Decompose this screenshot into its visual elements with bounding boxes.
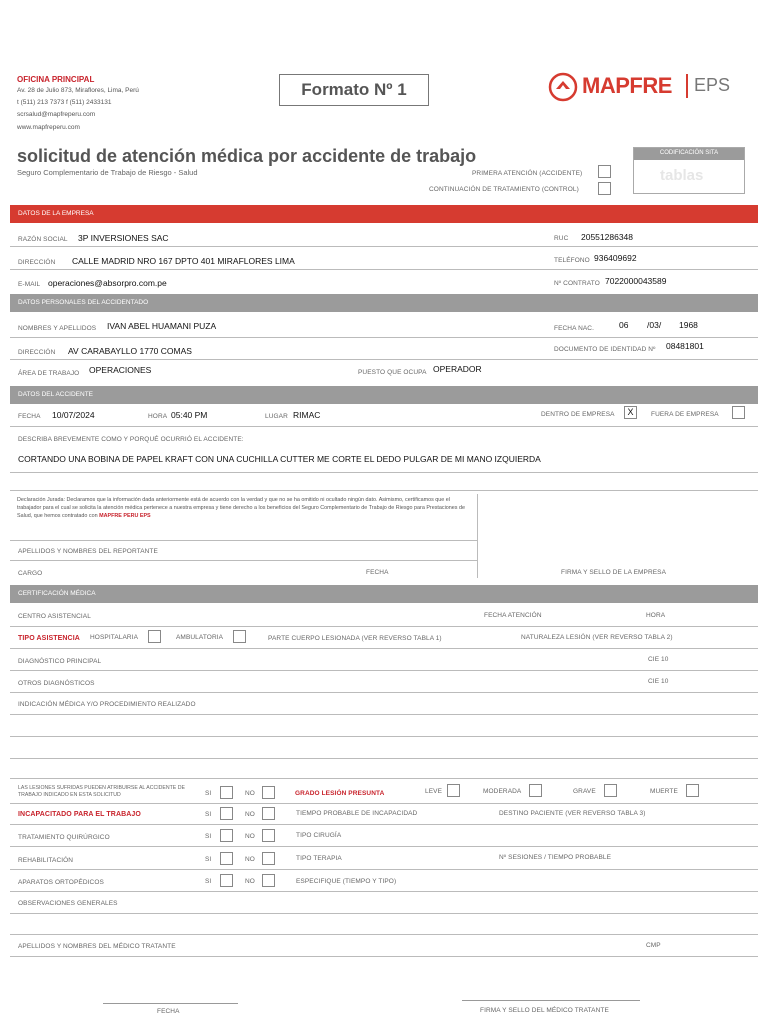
brand-suffix: EPS [694, 75, 731, 95]
attention-date-label: FECHA ATENCIÓN [484, 612, 542, 619]
incapacitado-si-checkbox[interactable] [220, 807, 233, 820]
divider [10, 472, 758, 473]
doctor-signature-label: FIRMA Y SELLO DEL MÉDICO TRATANTE [480, 1007, 609, 1014]
names-label: NOMBRES Y APELLIDOS [18, 325, 97, 332]
telefono-value: 936409692 [594, 253, 637, 263]
contrato-label: Nº CONTRATO [554, 280, 600, 287]
continuation-label: CONTINUACIÓN DE TRATAMIENTO (CONTROL) [429, 186, 579, 193]
divider [10, 490, 758, 491]
quirurgico-si-label: SI [205, 833, 212, 840]
diagnostico-label: DIAGNÓSTICO PRINCIPAL [18, 658, 102, 665]
destino-label: DESTINO PACIENTE (VER REVERSO TABLA 3) [499, 810, 646, 817]
muerte-label: MUERTE [650, 788, 678, 795]
medical-date-label: FECHA [157, 1008, 180, 1015]
code-box-label: CODIFICACIÓN SITA [634, 148, 744, 160]
inside-company-checkbox[interactable]: X [624, 406, 637, 419]
outside-company-checkbox[interactable] [732, 406, 745, 419]
quirurgico-no-label: NO [245, 833, 255, 840]
divider [10, 714, 758, 715]
office-phones: t (511) 213 7373 f (511) 2433131 [17, 99, 112, 106]
code-box-watermark: tablas [660, 167, 704, 184]
birth-label: FECHA NAC. [554, 325, 595, 332]
telefono-label: TELÉFONO [554, 257, 590, 264]
lesiones-si-checkbox[interactable] [220, 786, 233, 799]
cmp-label: CMP [646, 942, 661, 949]
birth-day: 06 [619, 320, 629, 330]
date-signature-line [103, 1003, 238, 1004]
divider [10, 246, 758, 247]
code-box [633, 147, 745, 194]
format-number-box: Formato Nº 1 [279, 74, 429, 106]
divider [10, 540, 477, 541]
moderada-label: MODERADA [483, 788, 522, 795]
cie-label-2: CIE 10 [648, 678, 669, 685]
outside-company-label: FUERA DE EMPRESA [651, 411, 719, 418]
otros-diagnosticos-label: OTROS DIAGNÓSTICOS [18, 680, 95, 687]
lesiones-label: LAS LESIONES SUFRIDAS PUEDEN ATRIBUIRSE AL ACCIDENTE DE TRABAJO INDICADO EN ESTA SOLICITUD [18, 785, 185, 798]
brand-divider [686, 74, 688, 98]
puesto-label: PUESTO QUE OCUPA [358, 369, 427, 376]
lesiones-si-label: SI [205, 790, 212, 797]
mapfre-logo [548, 70, 748, 102]
rehab-no-checkbox[interactable] [262, 852, 275, 865]
muerte-checkbox[interactable] [686, 784, 699, 797]
incapacitado-no-checkbox[interactable] [262, 807, 275, 820]
reporter-label: APELLIDOS Y NOMBRES DEL REPORTANTE [18, 548, 158, 555]
accident-place-value: RIMAC [293, 410, 321, 420]
rehab-si-label: SI [205, 856, 212, 863]
form-subtitle: Seguro Complementario de Trabajo de Riesgo - Salud [17, 168, 198, 177]
razon-label: RAZÓN SOCIAL [18, 236, 68, 243]
centro-label: CENTRO ASISTENCIAL [18, 613, 91, 620]
divider [10, 736, 758, 737]
divider [10, 560, 477, 561]
divider [10, 426, 758, 427]
aparatos-no-checkbox[interactable] [262, 874, 275, 887]
especifique-label: ESPECIFIQUE (TIEMPO Y TIPO) [296, 878, 397, 885]
ruc-label: RUC [554, 235, 569, 242]
declaration-brand: MAPFRE PERU EPS [99, 513, 151, 519]
tipo-asistencia-label: TIPO ASISTENCIA [18, 635, 80, 642]
divider [10, 359, 758, 360]
rehabilitacion-label: REHABILITACIÓN [18, 857, 74, 864]
office-email: scrsalud@mapfreperu.com [17, 111, 96, 118]
lesiones-no-checkbox[interactable] [262, 786, 275, 799]
inside-company-label: DENTRO DE EMPRESA [541, 411, 615, 418]
brand-name: MAPFRE [582, 73, 672, 98]
rehab-no-label: NO [245, 856, 255, 863]
sesiones-label: Nº SESIONES / TIEMPO PROBABLE [499, 854, 612, 861]
puesto-value: OPERADOR [433, 364, 482, 374]
moderada-checkbox[interactable] [529, 784, 542, 797]
lesiones-no-label: NO [245, 790, 255, 797]
divider [10, 846, 758, 847]
medico-label: APELLIDOS Y NOMBRES DEL MÉDICO TRATANTE [18, 943, 176, 950]
area-label: ÁREA DE TRABAJO [18, 370, 80, 377]
parte-cuerpo-label: PARTE CUERPO LESIONADA (VER REVERSO TABLA 1) [268, 635, 442, 642]
declaration-text: Declaración Jurada: Declaramos que la información dada anteriormente está de acuerdo con la verdad y que no se ha omitido ni ocultado ningún dato. Asimismo, certificamos que el trabajador para el cual se solicita la atención médica pertenece a nuestra empresa y tiene derecho a los beneficios del Seguro Complementario de Trabajo de Riesgo para Prestaciones de Salud, que hemos contratado con MAPFRE PERU EPS [17, 497, 465, 519]
tiempo-incapacidad-label: TIEMPO PROBABLE DE INCAPACIDAD [296, 810, 418, 817]
company-email-label: E-MAIL [18, 281, 41, 288]
continuation-checkbox[interactable] [598, 182, 611, 195]
ambulatoria-label: AMBULATORIA [176, 634, 224, 641]
divider [10, 934, 758, 935]
indicacion-label: INDICACIÓN MÉDICA Y/O PROCEDIMIENTO REALIZADO [18, 701, 196, 708]
incapacitado-si-label: SI [205, 811, 212, 818]
area-value: OPERACIONES [89, 365, 152, 375]
person-section-header: DATOS PERSONALES DEL ACCIDENTADO [10, 294, 758, 312]
aparatos-si-label: SI [205, 878, 212, 885]
incapacitado-label: INCAPACITADO PARA EL TRABAJO [18, 811, 141, 818]
doc-value: 08481801 [666, 341, 704, 351]
naturaleza-label: NATURALEZA LESIÓN (VER REVERSO TABLA 2) [521, 634, 673, 641]
attention-hour-label: HORA [646, 612, 666, 619]
quirurgico-no-checkbox[interactable] [262, 829, 275, 842]
doc-label: DOCUMENTO DE IDENTIDAD Nº [554, 346, 656, 353]
company-section-header: DATOS DE LA EMPRESA [10, 205, 758, 223]
accident-hour-label: HORA [148, 413, 168, 420]
divider [10, 269, 758, 270]
divider [10, 913, 758, 914]
accident-date-value: 10/07/2024 [52, 410, 95, 420]
birth-month: /03/ [647, 320, 662, 330]
medical-section-header: CERTIFICACIÓN MÉDICA [10, 585, 758, 603]
tipo-cirugia-label: TIPO CIRUGÍA [296, 832, 342, 839]
grado-label: GRADO LESIÓN PRESUNTA [295, 790, 385, 797]
person-dir-label: DIRECCIÓN [18, 349, 56, 356]
declaration-date-label: FECHA [366, 569, 389, 576]
aparatos-no-label: NO [245, 878, 255, 885]
contrato-value: 7022000043589 [605, 276, 667, 286]
divider [477, 494, 478, 578]
divider [10, 758, 758, 759]
grave-label: GRAVE [573, 788, 596, 795]
accident-place-label: LUGAR [265, 413, 288, 420]
aparatos-label: APARATOS ORTOPÉDICOS [18, 879, 104, 886]
grave-checkbox[interactable] [604, 784, 617, 797]
cargo-label: CARGO [18, 570, 43, 577]
divider [10, 626, 758, 627]
accident-hour-value: 05:40 PM [171, 410, 208, 420]
names-value: IVAN ABEL HUAMANI PUZA [107, 321, 217, 331]
divider [10, 778, 758, 779]
observaciones-label: OBSERVACIONES GENERALES [18, 900, 118, 907]
cie-label: CIE 10 [648, 656, 669, 663]
office-address: Av. 28 de Julio 873, Miraflores, Lima, Perú [17, 87, 139, 94]
divider [10, 803, 758, 804]
describe-label: DESCRIBA BREVEMENTE COMO Y PORQUÉ OCURRIÓ EL ACCIDENTE: [18, 436, 244, 443]
razon-value: 3P INVERSIONES SAC [78, 233, 169, 243]
company-dir-label: DIRECCIÓN [18, 259, 56, 266]
aparatos-si-checkbox[interactable] [220, 874, 233, 887]
divider [10, 956, 758, 957]
describe-value: CORTANDO UNA BOBINA DE PAPEL KRAFT CON UNA CUCHILLA CUTTER ME CORTE EL DEDO PULGAR DE MI MANO IZQUIERDA [18, 454, 541, 464]
divider [10, 891, 758, 892]
quirurgico-label: TRATAMIENTO QUIRÚRGICO [18, 834, 110, 841]
leve-label: LEVE [425, 788, 443, 795]
person-dir-value: AV CARABAYLLO 1770 COMAS [68, 346, 192, 356]
hospitalaria-label: HOSPITALARIA [90, 634, 139, 641]
divider [10, 824, 758, 825]
divider [10, 648, 758, 649]
company-email-value: operaciones@absorpro.com.pe [48, 278, 167, 288]
hospitalaria-checkbox[interactable] [148, 630, 161, 643]
office-web: www.mapfreperu.com [17, 124, 80, 131]
quirurgico-si-checkbox[interactable] [220, 829, 233, 842]
divider [10, 337, 758, 338]
tipo-terapia-label: TIPO TERAPIA [296, 855, 342, 862]
form-title: solicitud de atención médica por accidente de trabajo [17, 146, 477, 166]
accident-section-header: DATOS DEL ACCIDENTE [10, 386, 758, 404]
accident-date-label: FECHA [18, 413, 41, 420]
ambulatoria-checkbox[interactable] [233, 630, 246, 643]
divider [10, 670, 758, 671]
ruc-value: 20551286348 [581, 232, 634, 242]
office-title: OFICINA PRINCIPAL [17, 75, 95, 84]
mapfre-emblem-icon [548, 72, 578, 102]
company-signature-label: FIRMA Y SELLO DE LA EMPRESA [561, 569, 667, 576]
company-dir-value: CALLE MADRID NRO 167 DPTO 401 MIRAFLORES LIMA [72, 256, 295, 266]
first-attention-label: PRIMERA ATENCIÓN (ACCIDENTE) [472, 170, 583, 177]
incapacitado-no-label: NO [245, 811, 255, 818]
first-attention-checkbox[interactable] [598, 165, 611, 178]
leve-checkbox[interactable] [447, 784, 460, 797]
rehab-si-checkbox[interactable] [220, 852, 233, 865]
birth-year: 1968 [679, 320, 698, 330]
divider [10, 869, 758, 870]
doctor-signature-line [462, 1000, 640, 1001]
divider [10, 692, 758, 693]
